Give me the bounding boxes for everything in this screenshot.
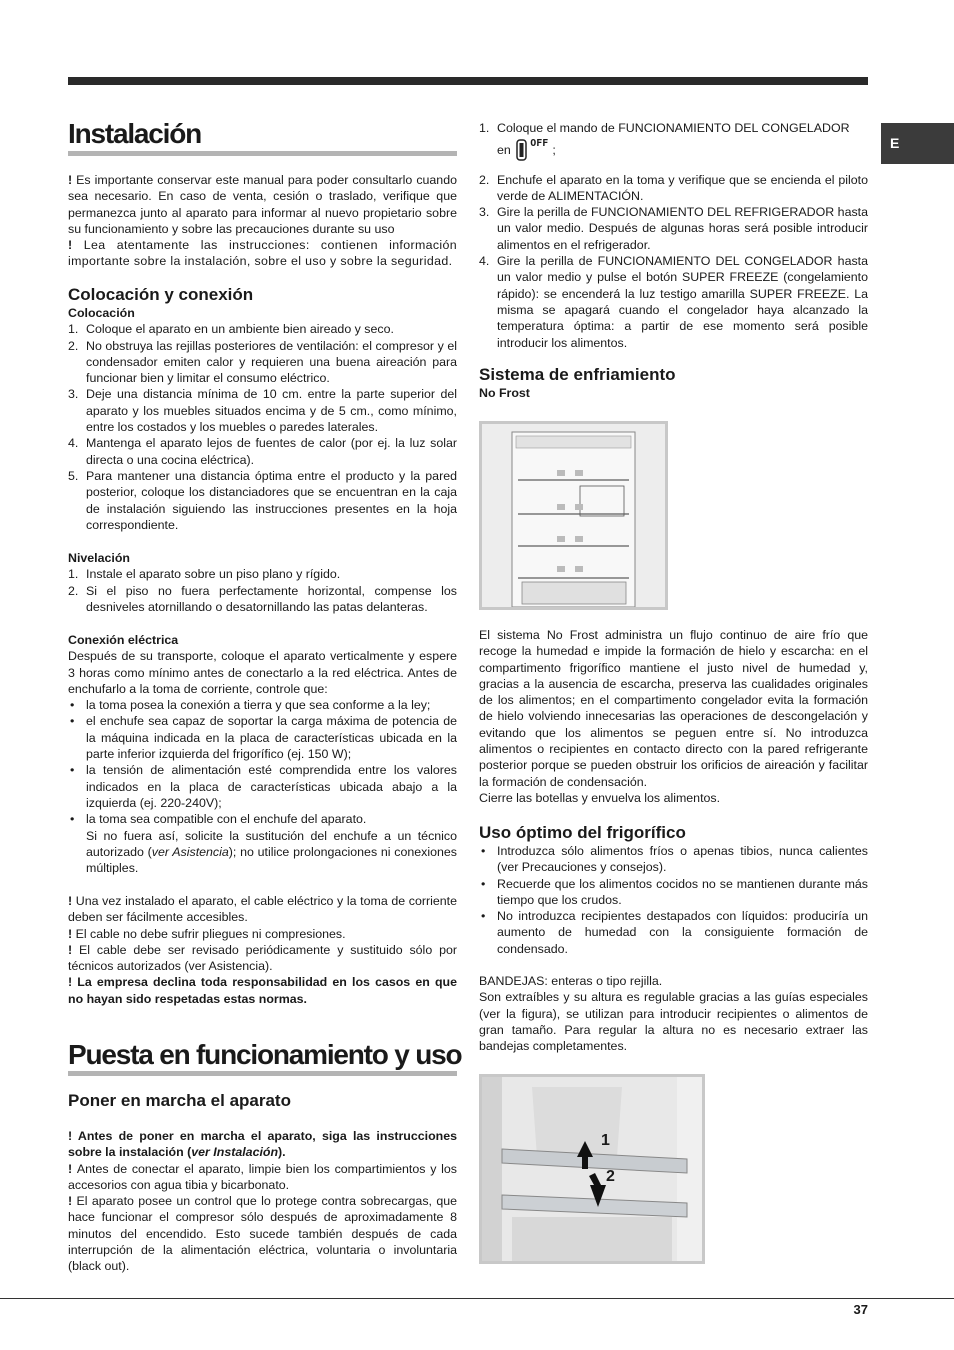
- nivel-list: [68, 566, 457, 615]
- list-item: • No introduzca recipientes destapados con líquidos: produciría un aumento de humedad con la consiguiente formación de condensado.: [481, 909, 868, 956]
- startup-block: [68, 1128, 457, 1275]
- elec-block: [68, 632, 457, 876]
- subheading-conexion: Conexión eléctrica: [68, 633, 179, 647]
- cooling-paragraph: El sistema No Frost administra un flujo continuo de aire frío que recoge la humedad e impide la formación de hielo y escarcha: en el compartimento frigorífico mantiene el justo nivel de humedad y, gracias a la ausencia de escarcha, preserva las cualidades originales de los alimentos; en el compartimento congelador evita la formación de hielo volviendo innecesarias las operaciones de descongelación y evitando que los alimentos se peguen entre sí. No introduzca alimentos o recipientes en contacto directo con la pared refrigerante posterior porque se pueden obstruir los orificios de aireación y facilitar la formación de condensación.: [479, 628, 868, 789]
- language-tab: [881, 123, 954, 164]
- cooling-paragraph-2: Cierre las botellas y envuelva los alimentos.: [479, 790, 721, 805]
- list-item: 4. Mantenga el aparato lejos de fuentes de calor (por ej. la luz solar directa o una cocina eléctrica).: [68, 436, 457, 467]
- subheading-colocacion: Colocación: [68, 306, 135, 320]
- optimal-block: [479, 843, 868, 1055]
- page-number: 37: [853, 1302, 868, 1317]
- list-item: • la toma posea la conexión a tierra y que sea conforme a la ley;: [70, 698, 431, 713]
- steps-block: [479, 120, 868, 351]
- subheading-nofrost: No Frost: [479, 386, 530, 400]
- fridge-interior-image: [479, 421, 668, 610]
- list-item: 2. Enchufe el aparato en la toma y verifique que se encienda el piloto verde de ALIMENTACIÓN.: [479, 172, 868, 203]
- shelf-adjust-image: [479, 1074, 705, 1264]
- list-item: 1. Coloque el aparato en un ambiente bien aireado y seco.: [68, 322, 394, 337]
- section-heading-coloc: Colocación y conexión: [68, 285, 254, 304]
- elec-tail: Si no fuera así, solicite la sustitución del enchufe a un técnico autorizado (ver Asistencia); no utilice prolongaciones ni conexiones múltiples.: [86, 828, 457, 876]
- warning: ! El cable no debe sufrir pliegues ni compresiones.: [68, 926, 346, 941]
- nivel-block: [68, 550, 457, 615]
- install-title: Instalación: [68, 118, 202, 149]
- warning: ! Una vez instalado el aparato, el cable eléctrico y la toma de corriente deben ser fácilmente accesibles.: [68, 894, 457, 925]
- list-item: 3. Deje una distancia mínima de 10 cm. entre la parte superior del aparato y los muebles situados encima y de 5 cm., como mínimo, entre los costados y los muebles o paredes laterales.: [68, 387, 457, 435]
- off-label: OFF: [530, 138, 549, 150]
- list-item: 4. Gire la perilla de FUNCIONAMIENTO DEL CONGELADOR hasta un valor medio y pulse el botón SUPER FREEZE (congelamiento rápido): se encenderá la luz testigo amarilla SUPER FREEZE. La misma se apagará cuando el congelador haya alcanzado la temperatura óptima: a partir de ese momento será posible introducir los alimentos.: [479, 254, 868, 350]
- list-item: 2. No obstruya las rejillas posteriores de ventilación: el compresor y el condensador emiten calor y requieren una buena aireación para funcionar bien y limitar el consumo eléctrico.: [68, 338, 457, 386]
- section-heading-cooling: Sistema de enfriamiento: [479, 365, 676, 384]
- top-rule: [68, 77, 868, 85]
- fig-label-2: 2: [606, 1168, 615, 1185]
- startup-warning-1: ! Antes de poner en marcha el aparato, siga las instrucciones sobre la instalación (ver Instalación).: [68, 1129, 457, 1160]
- intro-text-2: Lea atentamente las instrucciones: contienen información importante sobre la instalación, sobre el uso y sobre la seguridad.: [68, 238, 457, 269]
- section-heading-optimal: Uso óptimo del frigorífico: [479, 823, 686, 842]
- language-tab-label: E: [890, 135, 900, 151]
- elec-paragraph: Después de su transporte, coloque el aparato verticalmente y espere 3 horas como mínimo antes de conectarlo a la red eléctrica. Antes de enchufarlo a la toma de corriente, controle que:: [68, 649, 457, 696]
- list-item: • la tensión de alimentación esté comprendida entre los valores indicados en la placa de características ubicada abajo a la izquierda (ej. 220-240V);: [70, 763, 457, 810]
- startup-title: Puesta en funcionamiento y uso: [68, 1039, 462, 1070]
- subheading-nivelacion: Nivelación: [68, 551, 130, 565]
- startup-warning-2: ! Antes de conectar el aparato, limpie bien los compartimientos y los accesorios con agua tibia y bicarbonato.: [68, 1161, 457, 1192]
- list-item: 1. Coloque el mando de FUNCIONAMIENTO DEL CONGELADOR en $^{OFF}$ ;: [479, 120, 868, 172]
- install-intro: [68, 172, 457, 270]
- trays-label: BANDEJAS: enteras o tipo rejilla.: [479, 974, 663, 989]
- trays-paragraph: Son extraíbles y su altura es regulable gracias a las guías especiales (ver la figura), se utilizan para introducir recipientes o alimentos de gran tamaño. Para regular la altura no es necesario extraer las bandejas completamentes.: [479, 990, 868, 1054]
- warnings-block: [68, 893, 457, 1007]
- coloc-block: [68, 305, 457, 533]
- list-item: • Introduzca sólo alimentos fríos o apenas tibios, nunca calientes (ver Precauciones y consejos).: [481, 844, 868, 875]
- section-heading-start: Poner en marcha el aparato: [68, 1091, 291, 1110]
- title-rule: [68, 151, 457, 156]
- list-item: 2. Si el piso no fuera perfectamente horizontal, compense los desniveles atornillando o desatornillando las patas delanteras.: [68, 583, 457, 614]
- footer-rule: [0, 1298, 954, 1299]
- coloc-list: [68, 321, 457, 533]
- cooling-text: [479, 627, 868, 806]
- list-item: 5. Para mantener una distancia óptima entre el producto y la pared posterior, coloque los distanciadores que se encuentran en la caja de instalación siguiendo las instrucciones presentes en la hoja correspondiente.: [68, 468, 457, 532]
- list-item: • la toma sea compatible con el enchufe del aparato.: [70, 812, 367, 827]
- list-item: • el enchufe sea capaz de soportar la carga máxima de potencia de la máquina indicada en la placa de características ubicada en la parte inferior izquierda del frigorífico (ej. 150 W);: [70, 714, 457, 762]
- warning-bold: ! La empresa declina toda responsabilidad en los casos en que no hayan sido respetadas estas normas.: [68, 975, 458, 1006]
- optimal-list: [479, 843, 868, 957]
- intro-text-1: Es importante conservar este manual para poder consultarlo cuando sea necesario. En caso de venta, cesión o traslado, verifique que permanezca junto al aparato para informar al nuevo propietario sobre su funcionamiento y sobre las precauciones durante su uso: [68, 173, 457, 236]
- list-item: • Recuerde que los alimentos cocidos no se mantienen durante más tiempo que los crudos.: [481, 876, 868, 907]
- title-rule: [68, 1071, 457, 1076]
- list-item: 1. Instale el aparato sobre un piso plano y rígido.: [68, 567, 341, 582]
- intro-paragraph: ! Es importante conservar este manual para poder consultarlo cuando sea necesario. En caso de venta, cesión o traslado, verifique que permanezca junto al aparato para informar al nuevo propietario sobre su funcionamiento y sobre las precauciones durante su uso: [68, 173, 457, 236]
- startup-warning-3: ! El aparato posee un control que lo protege contra sobrecargas, que hace funcionar el compresor sólo después de aproximadamente 8 minutos del encendido. Esto sucede también después de cada interrupción de la alimentación eléctrica, voluntaria o involuntaria (black out).: [68, 1194, 457, 1274]
- fig-label-1: 1: [601, 1132, 610, 1149]
- warning: ! El cable debe ser revisado periódicamente y sustituido sólo por técnicos autorizados (ver Asistencia).: [68, 942, 457, 974]
- intro-paragraph-2: ! Lea atentamente las instrucciones: contienen información importante sobre la instalación, sobre el uso y sobre la seguridad.: [68, 238, 457, 269]
- steps-list: [479, 120, 868, 351]
- list-item: 3. Gire la perilla de FUNCIONAMIENTO DEL REFRIGERADOR hasta un valor medio. Después de algunas horas será posible introducir alimentos en el refrigerador.: [479, 205, 868, 252]
- elec-list: [68, 697, 457, 827]
